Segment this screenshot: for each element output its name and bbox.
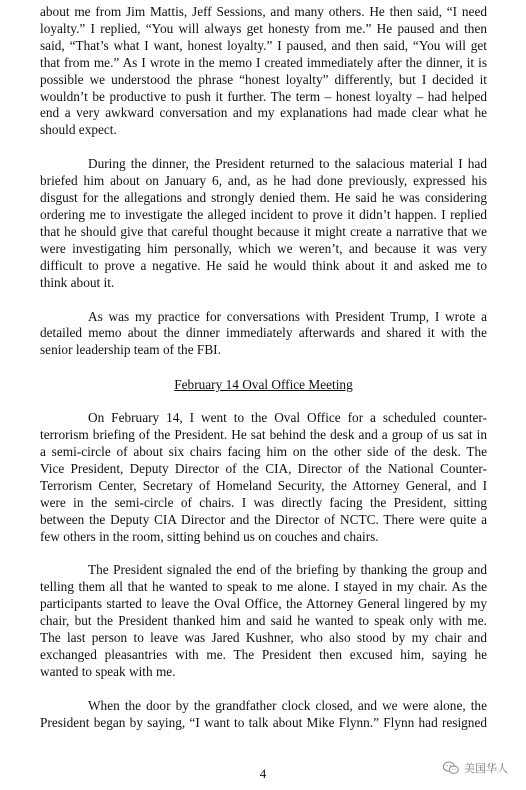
watermark: [442, 760, 508, 776]
text-line: When the door by the grandfather clock closed, and we were alone, the: [88, 697, 487, 713]
watermark-text: 美国华人: [464, 762, 508, 775]
text-line: telling them all that he wanted to speak to me alone. I stayed in my chair. As the: [40, 579, 487, 595]
text-line: difficult to prove a negative. He said he would think about it and asked me to: [40, 257, 487, 273]
text-line: detailed memo about the dinner immediately afterwards and shared it with the: [40, 325, 487, 341]
text-line: terrorism briefing of the President. He sat behind the desk and a group of us sat in: [40, 427, 487, 443]
section-heading: February 14 Oval Office Meeting: [174, 377, 353, 393]
text-line: wouldn’t be productive to push it further. The term – honest loyalty – had helped: [40, 88, 487, 104]
text-line: During the dinner, the President returned to the salacious material I had: [88, 156, 487, 172]
paragraph-4: [40, 410, 487, 545]
paragraph-5: [40, 562, 487, 680]
text-line: possible we understood the phrase “honest loyalty” differently, but I decided it: [40, 71, 487, 87]
paragraph-2: [40, 156, 487, 291]
text-line: Vice President, Deputy Director of the CIA, Director of the National Counter-: [40, 460, 487, 476]
text-line: The President signaled the end of the briefing by thanking the group and: [88, 562, 487, 578]
text-line: ordering me to investigate the alleged incident to prove it didn’t happen. I replied: [40, 206, 487, 222]
text-line: participants started to leave the Oval Office, the Attorney General lingered by my: [40, 596, 487, 612]
text-line: briefed him about on January 6, and, as he had done previously, expressed his: [40, 173, 487, 189]
text-line: were investigating him personally, which we weren’t, and because it was very: [40, 240, 487, 256]
text-line: a semi-circle of about six chairs facing him on the other side of the desk. The: [40, 444, 487, 460]
text-line: should expect.: [40, 122, 117, 138]
text-line: few others in the room, sitting behind us on couches and chairs.: [40, 528, 379, 544]
text-line: As was my practice for conversations with President Trump, I wrote a: [88, 308, 487, 324]
wechat-icon: [442, 761, 460, 775]
paragraph-1: [40, 4, 487, 139]
text-line: that from me.” As I wrote in the memo I created immediately after the dinner, it is: [40, 54, 487, 70]
paragraph-6: [40, 698, 487, 732]
text-line: loyalty.” I replied, “You will always get honesty from me.” He paused and then: [40, 20, 487, 36]
text-line: end a very awkward conversation and my explanations had made clear what he: [40, 105, 487, 121]
text-line: chair, but the President thanked him and said he wanted to speak only with me.: [40, 613, 487, 629]
text-line: wanted to speak with me.: [40, 663, 176, 679]
text-line: that he should give that careful thought because it might create a narrative that we: [40, 223, 487, 239]
text-line: disgust for the allegations and strongly denied them. He said he was considering: [40, 190, 487, 206]
text-line: senior leadership team of the FBI.: [40, 342, 221, 358]
text-line: were in the semi-circle of chairs. I was directly facing the President, sitting: [40, 494, 487, 510]
text-line: Terrorism Center, Secretary of Homeland Security, the Attorney General, and I: [40, 477, 487, 493]
text-line: The last person to leave was Jared Kushner, who also stood by my chair and: [40, 630, 487, 646]
page-number: 4: [259, 766, 267, 781]
text-line: exchanged pleasantries with me. The President then excused him, saying he: [40, 647, 487, 662]
paragraph-3: [40, 309, 487, 360]
text-line: between the Deputy CIA Director and the Director of NCTC. There were quite a: [40, 511, 487, 527]
text-line: think about it.: [40, 274, 115, 290]
text-line: said, “That’s what I want, honest loyalty.” I paused, and then said, “You will get: [40, 37, 487, 53]
text-line: about me from Jim Mattis, Jeff Sessions, and many others. He then said, “I need: [40, 4, 487, 19]
text-line: On February 14, I went to the Oval Office for a scheduled counter-: [88, 410, 487, 426]
text-line: President began by saying, “I want to talk about Mike Flynn.” Flynn had resigned: [40, 714, 487, 730]
